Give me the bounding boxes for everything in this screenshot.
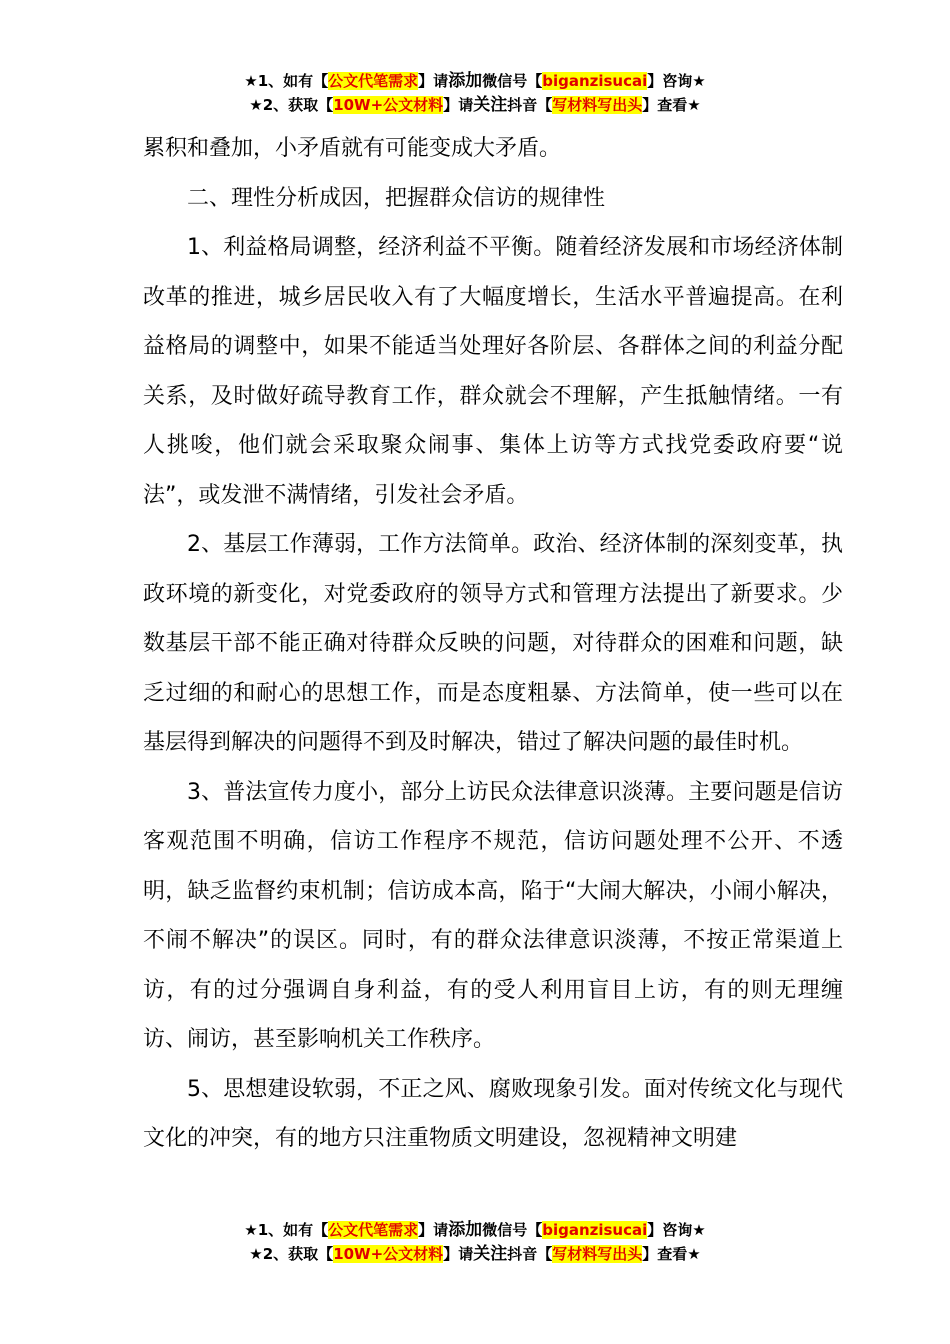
paragraph-5: 5、思想建设软弱，不正之风、腐败现象引发。面对传统文化与现代文化的冲突，有的地方只注重物质文明建设，忽视精神文明建 [143,1076,843,1151]
highlight-douyin-account: 写材料写出头 [552,96,643,114]
banner-text: ★2、获取【 [249,96,334,114]
highlight-materials: 10W+公文材料 [333,1245,444,1263]
banner-emphasis: 关注 [473,95,508,115]
highlight-service: 公文代笔需求 [328,72,419,90]
banner-text: 】咨询★ [647,1221,706,1239]
highlight-materials: 10W+公文材料 [333,96,444,114]
header-banner [0,69,950,117]
banner-text: ★2、获取【 [249,1245,334,1263]
paragraph-continuation: 累积和叠加，小矛盾就有可能变成大矛盾。 [143,136,562,161]
banner-line-2 [0,93,950,117]
section-heading: 二、理性分析成因，把握群众信访的规律性 [187,185,606,211]
paragraph-1: 1、利益格局调整，经济利益不平衡。随着经济发展和市场经济体制改革的推进，城乡居民收入有了大幅度增长，生活水平普遍提高。在利益格局的调整中，如果不能适当处理好各阶层、各群体之间的利益分配关系，及时做好疏导教育工作，群众就会不理解，产生抵触情绪。一有人挑唆，他们就会采取聚众闹事、集体上访等方式找党委政府要“说法”，或发泄不满情绪，引发社会矛盾。 [143,235,843,508]
paragraph-3: 3、普法宣传力度小，部分上访民众法律意识淡薄。主要问题是信访客观范围不明确，信访工作程序不规范，信访问题处理不公开、不透明，缺乏监督约束机制；信访成本高，陷于“大闹大解决，小闹小解决，不闹不解决”的误区。同时，有的群众法律意识淡薄，不按正常渠道上访，有的过分强调自身利益，有的受人利用盲目上访，有的则无理缠访、闹访，甚至影响机关工作秩序。 [143,779,843,1052]
banner-line-1 [0,1218,950,1242]
banner-text: 】查看★ [642,1245,701,1263]
banner-text: 抖音【 [507,96,553,114]
banner-text: 】请 [443,1245,474,1263]
footer-banner [0,1218,950,1266]
banner-text: 微信号【 [482,72,543,90]
banner-text: 】咨询★ [647,72,706,90]
banner-emphasis: 关注 [473,1244,508,1264]
highlight-douyin-account: 写材料写出头 [552,1245,643,1263]
banner-text: 】请 [443,96,474,114]
document-body [143,124,843,1164]
banner-text: ★1、如有【 [244,72,329,90]
banner-line-1 [0,69,950,93]
banner-emphasis: 添加 [448,71,483,91]
banner-text: 抖音【 [507,1245,553,1263]
paragraph-2: 2、基层工作薄弱，工作方法简单。政治、经济体制的深刻变革，执政环境的新变化，对党委政府的领导方式和管理方法提出了新要求。少数基层干部不能正确对待群众反映的问题，对待群众的困难和问题，缺乏过细的和耐心的思想工作，而是态度粗暴、方法简单，使一些可以在基层得到解决的问题得不到及时解决，错过了解决问题的最佳时机。 [143,532,843,755]
banner-line-2 [0,1242,950,1266]
highlight-wechat-id: biganzisucai [542,72,648,90]
banner-emphasis: 添加 [448,1220,483,1240]
banner-text: ★1、如有【 [244,1221,329,1239]
banner-text: 】请 [418,72,449,90]
highlight-service: 公文代笔需求 [328,1221,419,1239]
banner-text: 】请 [418,1221,449,1239]
banner-text: 】查看★ [642,96,701,114]
highlight-wechat-id: biganzisucai [542,1221,648,1239]
banner-text: 微信号【 [482,1221,543,1239]
